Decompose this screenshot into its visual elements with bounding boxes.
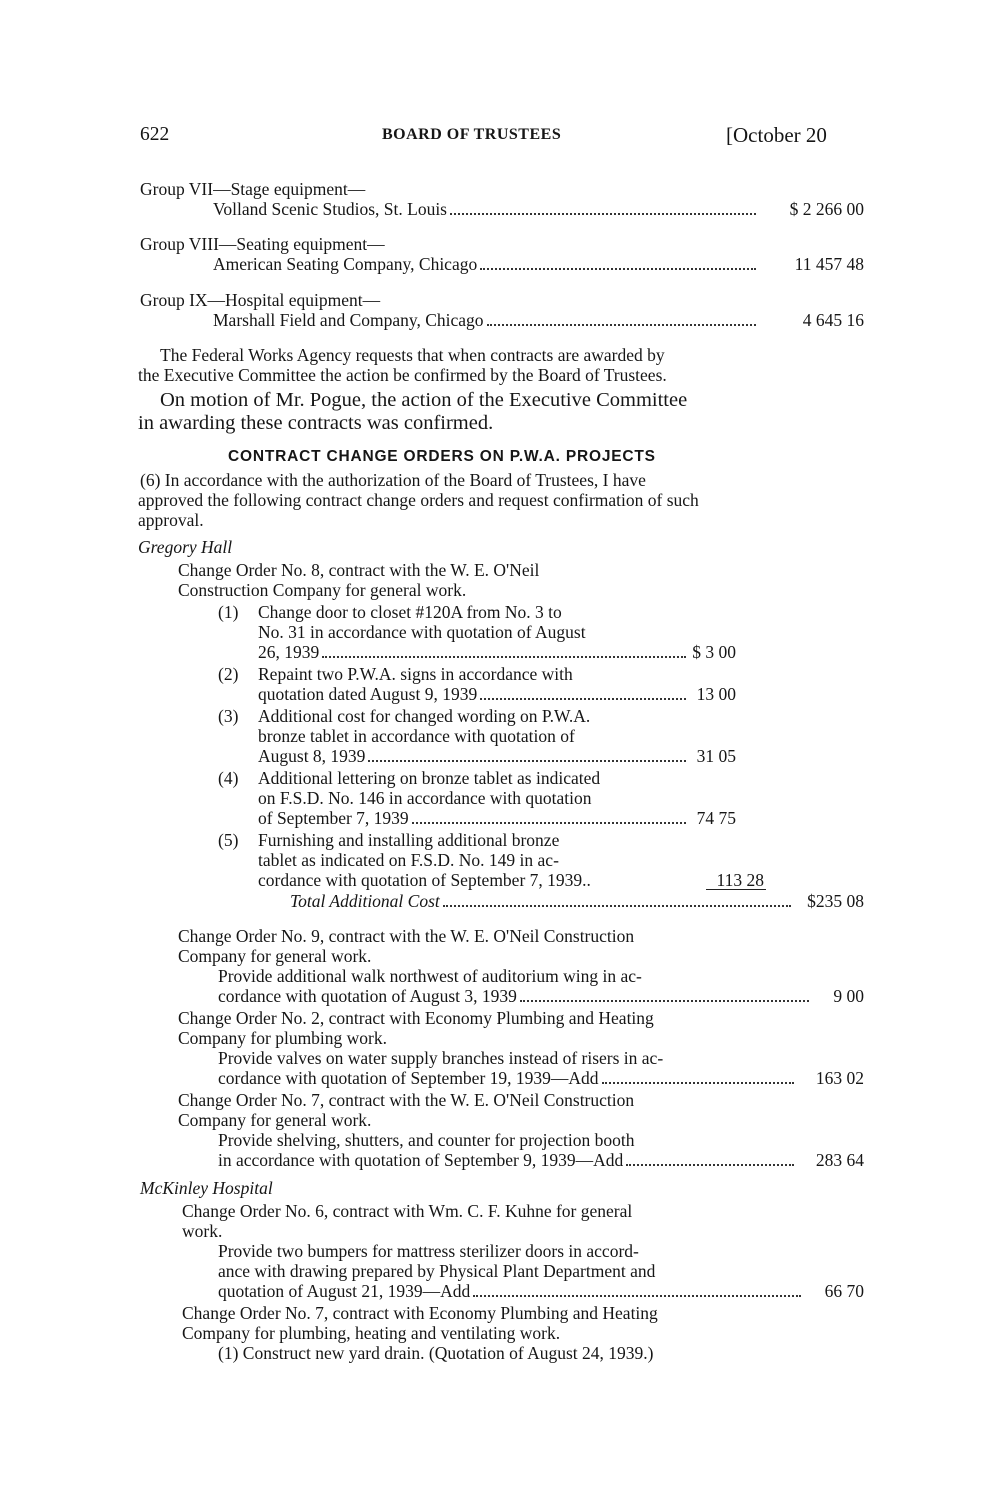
group-viii-amount: 11 457 48: [794, 254, 864, 274]
group-ix-vendor: Marshall Field and Company, Chicago: [213, 310, 484, 330]
item-3-last-line: [258, 746, 690, 766]
item-line: on F.S.D. No. 146 in accordance with quotation: [258, 788, 592, 808]
item-line: No. 31 in accordance with quotation of August: [258, 622, 586, 642]
item-2-amount: 13 00: [696, 684, 736, 704]
item-4-last-line: [258, 808, 690, 828]
group-vii-heading: Group VII—Stage equipment—: [140, 179, 366, 199]
co2-last-text: cordance with quotation of September 19, 1939—Add: [218, 1068, 599, 1088]
item-5-amount: 113 28: [716, 870, 764, 890]
item-last-text: quotation dated August 9, 1939: [258, 684, 478, 704]
item-number: (5): [218, 830, 239, 850]
dot-leader: [450, 213, 756, 215]
item-line: Repaint two P.W.A. signs in accordance with: [258, 664, 573, 684]
item-1-amount: $ 3 00: [692, 642, 736, 662]
intro-para-line-2: approved the following contract change orders and request confirmation of such: [138, 490, 699, 510]
dot-leader: [520, 1000, 809, 1002]
mck-co6-last-line: [218, 1281, 805, 1301]
mck-co6-last-text: quotation of August 21, 1939—Add: [218, 1281, 471, 1301]
item-number: (3): [218, 706, 239, 726]
group-vii-amount: $ 2 266 00: [789, 199, 864, 219]
gregory-co8-line-1: Change Order No. 8, contract with the W. E. O'Neil: [178, 560, 540, 580]
mck-co6-line-3: Provide two bumpers for mattress sterilizer doors in accord-: [218, 1241, 639, 1261]
running-title: BOARD OF TRUSTEES: [382, 126, 562, 143]
co7-line-2: Company for general work.: [178, 1110, 372, 1130]
group-ix-line: [213, 310, 760, 330]
group-viii-vendor: American Seating Company, Chicago: [213, 254, 478, 274]
total-line: [290, 891, 795, 911]
co9-amount: 9 00: [833, 986, 864, 1006]
federal-para-line-1: The Federal Works Agency requests that when contracts are awarded by: [160, 345, 665, 365]
section-heading: CONTRACT CHANGE ORDERS ON P.W.A. PROJECTS: [228, 448, 656, 465]
co7-last-line: [218, 1150, 798, 1170]
item-number: (2): [218, 664, 239, 684]
dot-leader: [487, 324, 756, 326]
motion-para-line-1: On motion of Mr. Pogue, the action of the Executive Committee: [160, 389, 688, 411]
group-viii-line: [213, 254, 760, 274]
mck-co6-amount: 66 70: [824, 1281, 864, 1301]
dot-leader: [443, 905, 791, 907]
co9-line-2: Company for general work.: [178, 946, 372, 966]
item-2-last-line: [258, 684, 690, 704]
co7-last-text: in accordance with quotation of September 9, 1939—Add: [218, 1150, 624, 1170]
item-line: Change door to closet #120A from No. 3 to: [258, 602, 562, 622]
co7-line-1: Change Order No. 7, contract with the W. E. O'Neil Construction: [178, 1090, 635, 1110]
dot-leader: [480, 268, 756, 270]
co9-last-line: [218, 986, 813, 1006]
group-ix-heading: Group IX—Hospital equipment—: [140, 290, 381, 310]
group-vii-vendor: Volland Scenic Studios, St. Louis: [213, 199, 447, 219]
mck-co7-line-3: (1) Construct new yard drain. (Quotation of August 24, 1939.): [218, 1343, 654, 1363]
header-date: [October 20: [726, 123, 827, 147]
co9-line-3: Provide additional walk northwest of auditorium wing in ac-: [218, 966, 642, 986]
item-line: Furnishing and installing additional bronze: [258, 830, 560, 850]
item-last-text: 26, 1939: [258, 642, 320, 662]
item-line: tablet as indicated on F.S.D. No. 149 in ac-: [258, 850, 559, 870]
mck-co7-line-2: Company for plumbing, heating and ventilating work.: [182, 1323, 561, 1343]
item-line: bronze tablet in accordance with quotation of: [258, 726, 575, 746]
mck-co6-line-1: Change Order No. 6, contract with Wm. C. F. Kuhne for general: [182, 1201, 633, 1221]
gregory-hall-title: Gregory Hall: [138, 537, 233, 557]
dot-leader: [480, 698, 686, 700]
dot-leader: [412, 822, 686, 824]
item-number: (4): [218, 768, 239, 788]
co7-line-3: Provide shelving, shutters, and counter for projection booth: [218, 1130, 635, 1150]
item-1-last-line: [258, 642, 690, 662]
item-number: (1): [218, 602, 239, 622]
intro-para-line-1: (6) In accordance with the authorization of the Board of Trustees, I have: [140, 470, 646, 490]
co9-line-1: Change Order No. 9, contract with the W. E. O'Neil Construction: [178, 926, 635, 946]
item-3-amount: 31 05: [696, 746, 736, 766]
co2-line-3: Provide valves on water supply branches instead of risers in ac-: [218, 1048, 664, 1068]
motion-para-line-2: in awarding these contracts was confirmed.: [138, 412, 494, 434]
page-number: 622: [140, 124, 170, 145]
dot-leader: [602, 1082, 794, 1084]
co2-amount: 163 02: [815, 1068, 864, 1088]
dot-leader: [626, 1164, 794, 1166]
item-4-amount: 74 75: [696, 808, 736, 828]
co2-last-line: [218, 1068, 798, 1088]
group-vii-line: [213, 199, 760, 219]
mck-co6-line-2: work.: [182, 1221, 223, 1241]
intro-para-line-3: approval.: [138, 510, 204, 530]
group-ix-amount: 4 645 16: [802, 310, 864, 330]
co7-amount: 283 64: [815, 1150, 864, 1170]
dot-leader: [473, 1295, 801, 1297]
total-amount: $235 08: [807, 891, 864, 911]
federal-para-line-2: the Executive Committee the action be confirmed by the Board of Trustees.: [138, 365, 667, 385]
subtotal-rule: [706, 889, 766, 890]
mck-co6-line-4: ance with drawing prepared by Physical Plant Department and: [218, 1261, 656, 1281]
mck-co7-line-1: Change Order No. 7, contract with Economy Plumbing and Heating: [182, 1303, 658, 1323]
item-last-text: August 8, 1939: [258, 746, 366, 766]
co9-last-text: cordance with quotation of August 3, 1939: [218, 986, 517, 1006]
item-line: Additional lettering on bronze tablet as indicated: [258, 768, 601, 788]
item-line: Additional cost for changed wording on P.W.A.: [258, 706, 591, 726]
mckinley-hospital-title: McKinley Hospital: [140, 1178, 273, 1198]
gregory-co8-line-2: Construction Company for general work.: [178, 580, 467, 600]
dot-leader: [368, 760, 686, 762]
group-viii-heading: Group VIII—Seating equipment—: [140, 234, 385, 254]
item-last-text: of September 7, 1939: [258, 808, 409, 828]
dot-leader: [322, 656, 686, 658]
co2-line-1: Change Order No. 2, contract with Economy Plumbing and Heating: [178, 1008, 654, 1028]
co2-line-2: Company for plumbing work.: [178, 1028, 388, 1048]
total-label: Total Additional Cost: [290, 891, 440, 911]
item-line: cordance with quotation of September 7, 1939..: [258, 870, 591, 890]
